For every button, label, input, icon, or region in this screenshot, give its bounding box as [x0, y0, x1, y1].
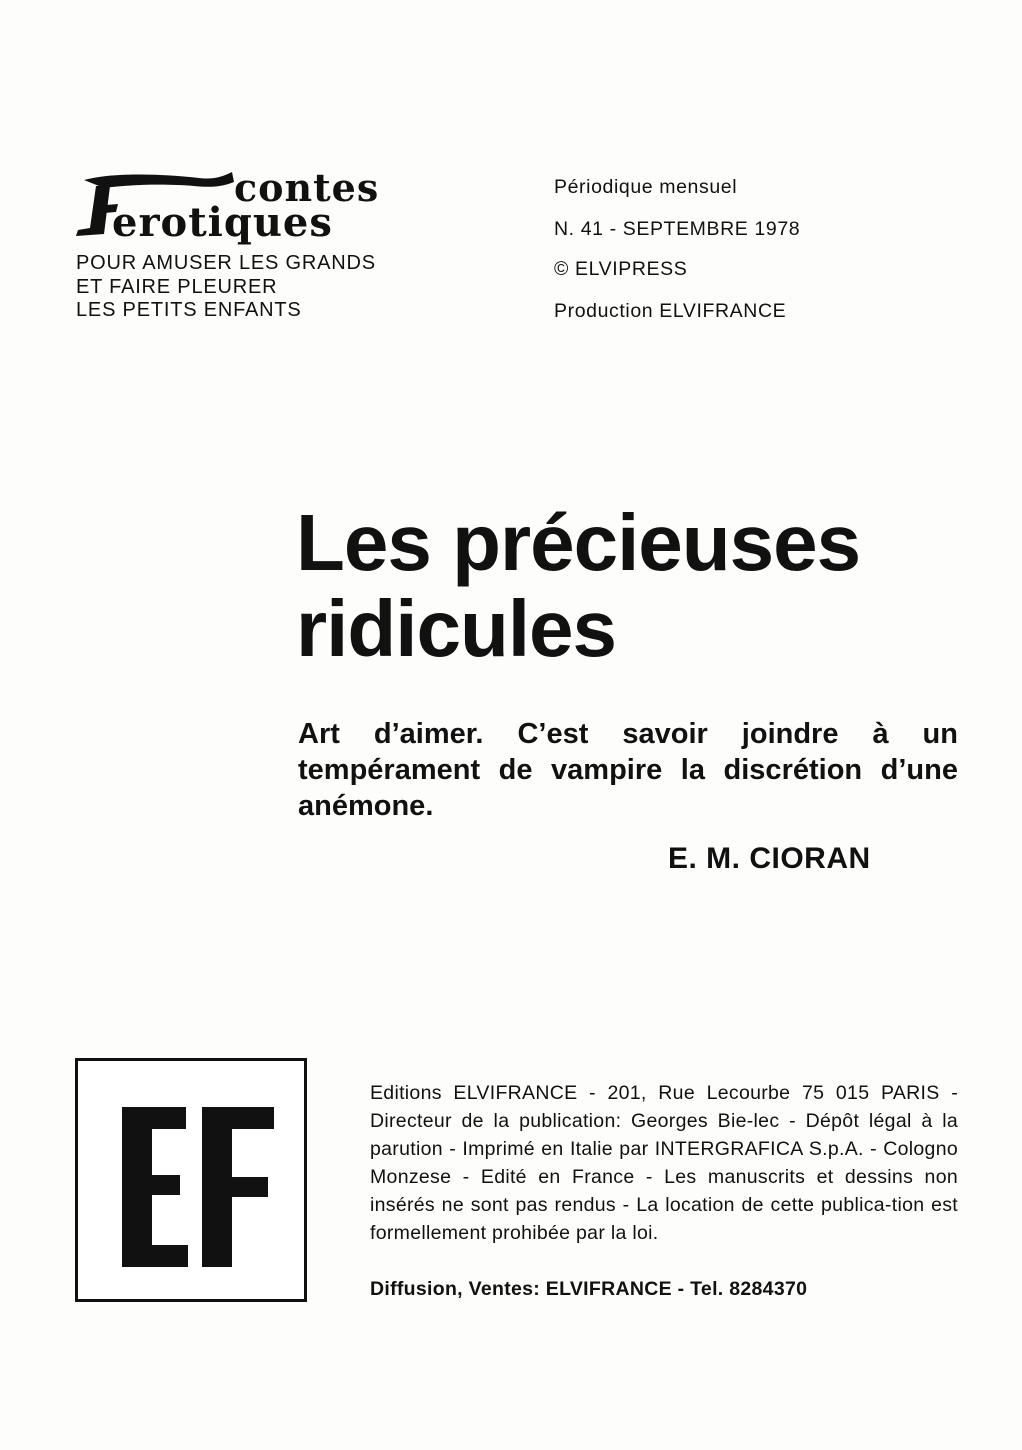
magazine-logo: [74, 165, 424, 246]
title-line-2: ridicules: [296, 584, 617, 673]
tagline-line: POUR AMUSER LES GRANDS: [76, 252, 376, 274]
tagline: [76, 252, 376, 323]
publisher-mark: [75, 1058, 307, 1302]
diffusion-line: Diffusion, Ventes: ELVIFRANCE - Tel. 8284370: [370, 1278, 808, 1300]
ef-logo-icon: [78, 1061, 304, 1299]
legal-imprint: Editions ELVIFRANCE - 201, Rue Lecourbe 75 015 PARIS - Directeur de la publication: Georges Bie-lec - Dépôt légal à la parution - Imprimé en Italie par INTERGRAFICA S.p.A. - Cologno Monzese - Edité en France - Les manuscrits et dessins non insérés ne sont pas rendus - La location de cette publica-tion est formellement prohibée par la loi.: [370, 1082, 958, 1244]
copyright: © ELVIPRESS: [554, 258, 688, 280]
epigraph-author: E. M. CIORAN: [668, 842, 871, 875]
tagline-line: LES PETITS ENFANTS: [76, 299, 302, 321]
epigraph-text: Art d’aimer. C’est savoir joindre à un tempérament de vampire la discrétion d’une anémone.: [298, 718, 958, 822]
logo-text-erotiques: erotiques: [112, 199, 333, 246]
periodicity: Périodique mensuel: [554, 176, 738, 198]
title-line-1: Les précieuses: [296, 498, 861, 587]
production: Production ELVIFRANCE: [554, 300, 787, 322]
tagline-line: ET FAIRE PLEURER: [76, 275, 278, 298]
issue-number: N. 41 - SEPTEMBRE 1978: [554, 218, 801, 240]
logo-text-contes: contes: [234, 165, 380, 210]
story-title: [296, 500, 860, 672]
